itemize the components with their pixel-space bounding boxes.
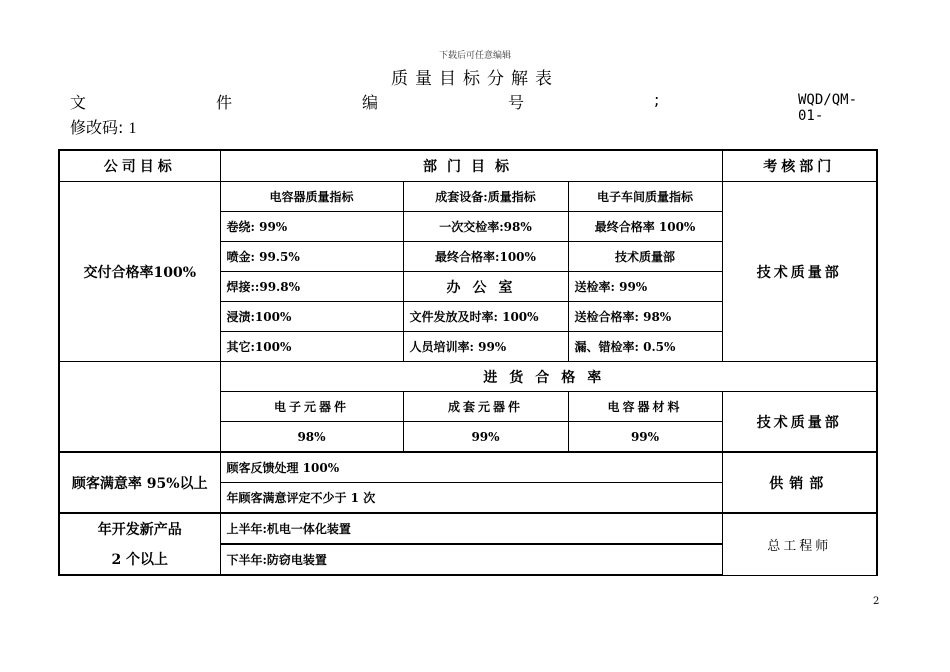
- table-cell: 最终合格率:100%: [403, 242, 568, 272]
- new-product-goal-line2: 2 个以上: [59, 544, 220, 575]
- new-product-goal-line1: 年开发新产品: [59, 513, 220, 544]
- watermark-text: 下载后可任意编辑: [438, 51, 511, 61]
- empty-cell: [59, 362, 220, 453]
- incoming-value: 99%: [568, 422, 722, 453]
- table-cell: 浸渍:100%: [220, 302, 403, 332]
- table-cell: 送检率: 99%: [568, 272, 722, 302]
- incoming-value: 98%: [220, 422, 403, 453]
- sub-header: 成套设备:质量指标: [403, 182, 568, 212]
- sub-header: 电容器质量指标: [220, 182, 403, 212]
- table-cell: 漏、错检率: 0.5%: [568, 332, 722, 362]
- table-cell: 卷绕: 99%: [220, 212, 403, 242]
- table-cell: 其它:100%: [220, 332, 403, 362]
- table-cell: 送检合格率: 98%: [568, 302, 722, 332]
- table-cell-office: 办公室: [403, 272, 568, 302]
- new-product-item: 下半年:防窃电装置: [220, 544, 722, 575]
- incoming-assess-dept: 技术质量部: [722, 392, 877, 453]
- delivery-assess-dept: 技术质量部: [722, 182, 877, 362]
- table-cell: 人员培训率: 99%: [403, 332, 568, 362]
- file-label-char: 编: [362, 93, 379, 112]
- new-product-assess-dept: 总工程师: [722, 513, 877, 575]
- header-dept-goal: 部门目标: [220, 150, 722, 182]
- document-title: 质量目标分解表: [391, 69, 559, 89]
- table-cell: 文件发放及时率: 100%: [403, 302, 568, 332]
- satisfaction-assess-dept: 供销部: [722, 452, 877, 513]
- sub-header: 电子车间质量指标: [568, 182, 722, 212]
- revision-value: 1: [128, 120, 137, 137]
- page-number: 2: [873, 596, 880, 607]
- incoming-value: 99%: [403, 422, 568, 453]
- satisfaction-goal: 顾客满意率 95%以上: [59, 452, 220, 513]
- quality-goal-table: [58, 149, 878, 576]
- incoming-title: 进货合格率: [220, 362, 877, 392]
- header-company-goal: 公司目标: [59, 150, 220, 182]
- satisfaction-item: 年顾客满意评定不少于 1 次: [220, 483, 722, 514]
- table-cell: 技术质量部: [568, 242, 722, 272]
- file-label-char: 文: [70, 93, 87, 112]
- satisfaction-item: 顾客反馈处理 100%: [220, 452, 722, 483]
- file-number-line: [70, 90, 880, 124]
- table-cell: 一次交检率:98%: [403, 212, 568, 242]
- incoming-category: 成套元器件: [403, 392, 568, 422]
- incoming-category: 电容器材料: [568, 392, 722, 422]
- revision-label: 修改码:: [70, 118, 124, 137]
- new-product-item: 上半年:机电一体化装置: [220, 513, 722, 544]
- revision-line: [70, 115, 137, 138]
- table-cell: 最终合格率 100%: [568, 212, 722, 242]
- file-separator: ;: [654, 90, 660, 109]
- file-code: WQD/QM-01-: [798, 92, 858, 124]
- incoming-category: 电子元器件: [220, 392, 403, 422]
- table-cell: 焊接::99.8%: [220, 272, 403, 302]
- table-cell: 喷金: 99.5%: [220, 242, 403, 272]
- header-assess-dept: 考核部门: [722, 150, 877, 182]
- file-label-char: 号: [508, 93, 525, 112]
- delivery-goal: 交付合格率100%: [59, 182, 220, 362]
- file-label-char: 件: [216, 93, 233, 112]
